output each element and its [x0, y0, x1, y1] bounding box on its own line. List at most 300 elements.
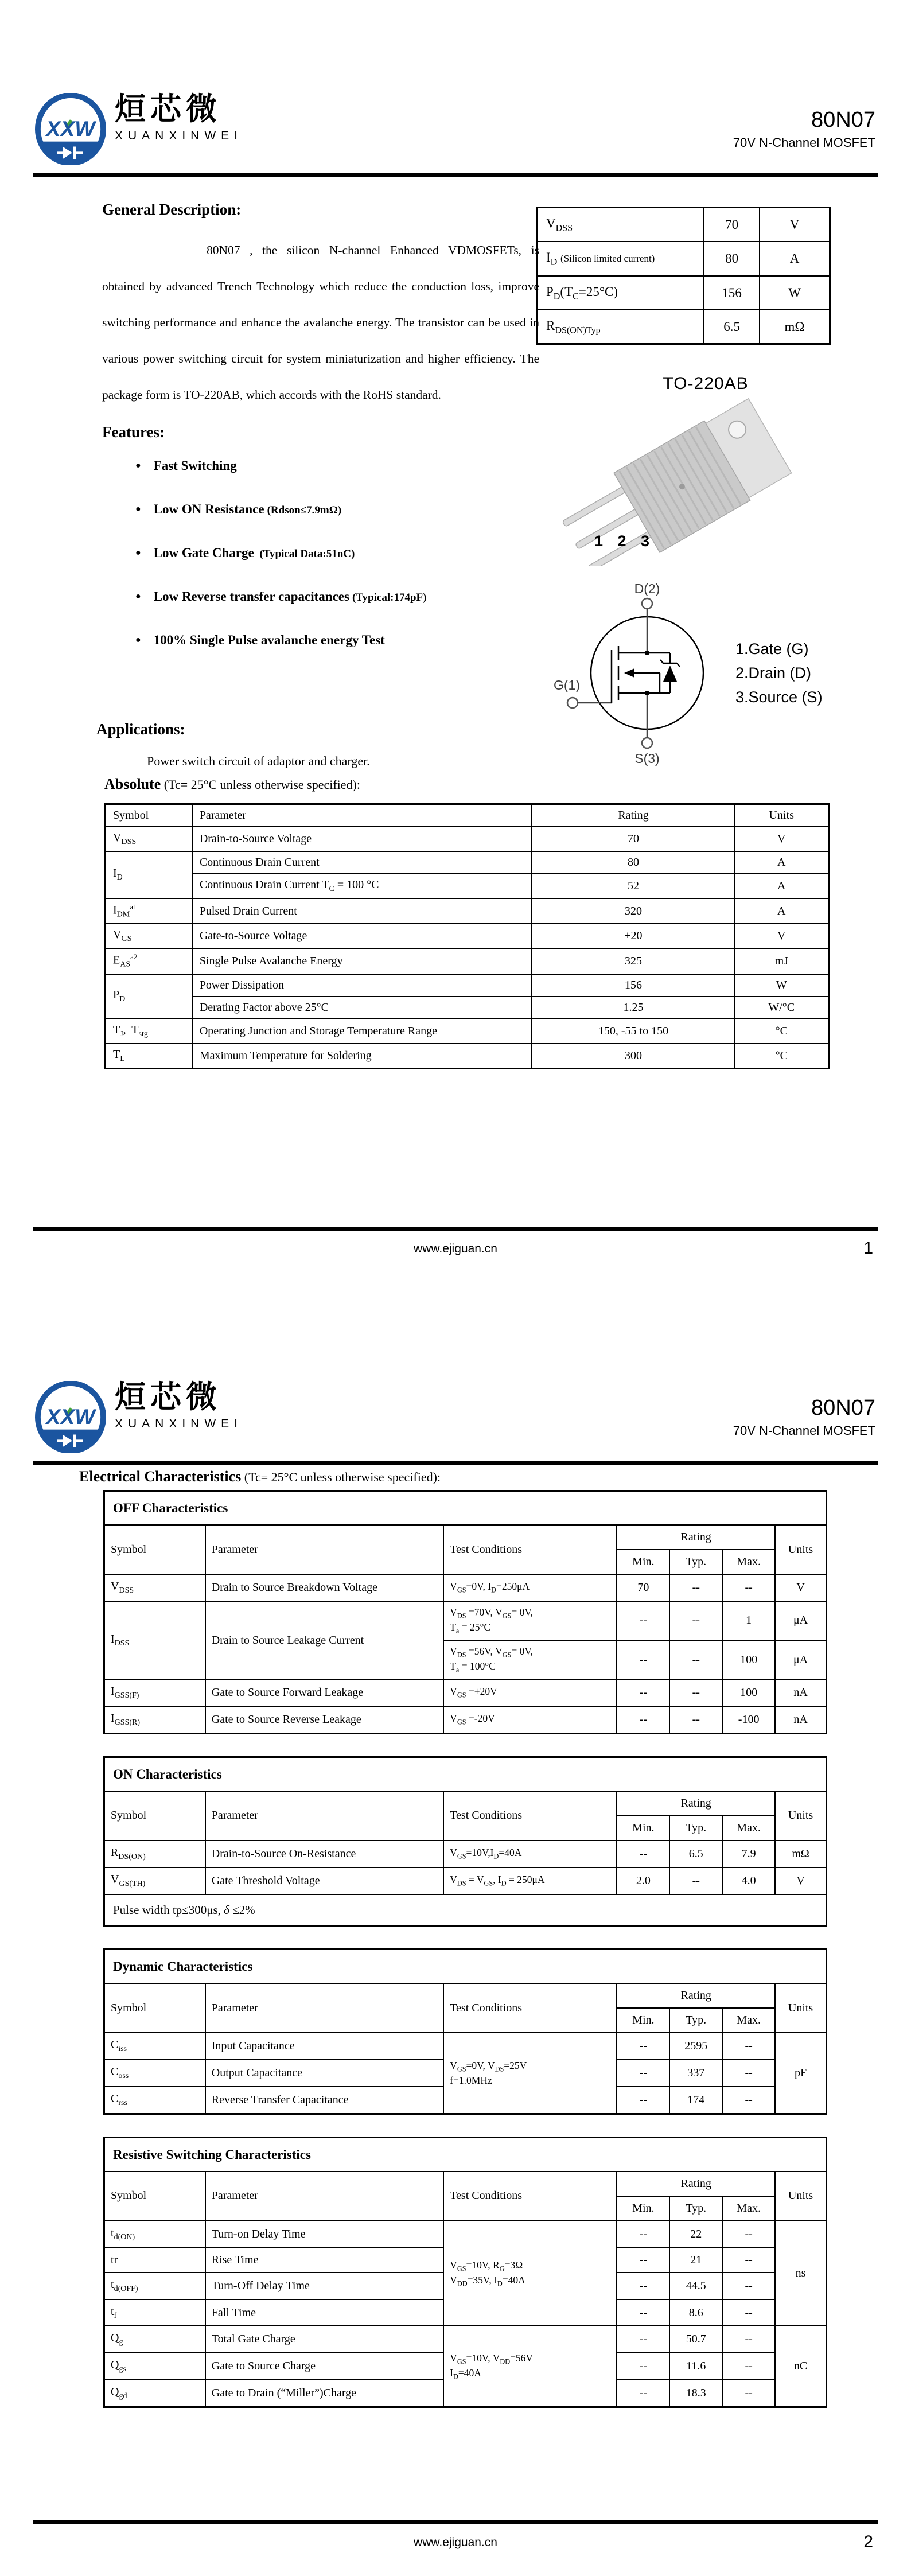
table-cell: Resistive Switching Characteristics	[104, 2137, 827, 2172]
table-cell: 300	[532, 1044, 734, 1068]
table-row	[106, 1044, 829, 1068]
table-cell: Units	[775, 2172, 826, 2221]
dynamic-characteristics	[103, 1948, 827, 2115]
table-cell: A	[735, 874, 829, 898]
table-cell: Rating	[617, 1983, 775, 2008]
table-cell: μA	[775, 1601, 826, 1640]
table-cell: $V_{GS}=0V$, $I_D=250\mu A$	[443, 1574, 617, 1601]
table-cell: 6.5	[669, 1840, 722, 1867]
absolute-title-condition: (Tc= 25°C unless otherwise specified):	[163, 777, 360, 792]
header-part-block	[733, 1397, 875, 1437]
table-cell: --	[722, 2299, 775, 2326]
table-row	[106, 804, 829, 827]
table-cell: Gate to Source Charge	[205, 2353, 443, 2380]
table-cell: Typ.	[669, 1550, 722, 1574]
logo-text	[115, 93, 243, 143]
table-cell: 156	[704, 276, 760, 310]
mosfet-symbol	[532, 578, 722, 768]
table-row	[106, 898, 829, 924]
table-cell: $V_{DS} =56V$, $V_{GS}= 0V$, $T_a = 100^\circ C$	[443, 1640, 617, 1679]
table-cell: 44.5	[669, 2273, 722, 2299]
bullet-icon: ●	[135, 592, 141, 601]
characteristics-tables	[103, 1490, 827, 2430]
table-cell: V	[735, 827, 829, 851]
table-cell: 7.9	[722, 1840, 775, 1867]
table-cell: Single Pulse Avalanche Energy	[192, 948, 532, 974]
table-cell: Turn-Off Delay Time	[205, 2273, 443, 2299]
table-cell: 156	[532, 974, 734, 997]
table-row	[106, 1019, 829, 1044]
package-pin-numbers: 1 2 3	[594, 532, 655, 550]
table-cell: Pulse width tp≤300μs, δ ≤2%	[104, 1894, 827, 1926]
table-cell: Rating	[617, 2172, 775, 2196]
logo-monogram: XXW	[46, 1404, 95, 1429]
logo-globe-icon	[34, 1381, 107, 1453]
table-cell: Test Conditions	[443, 1983, 617, 2033]
table-cell: 18.3	[669, 2380, 722, 2407]
table-cell: --	[617, 1679, 669, 1706]
table-cell: $V_{DS} =70V$, $V_{GS}= 0V$, $T_a = 25^\circ C$	[443, 1601, 617, 1640]
mosfet-arrow	[624, 668, 634, 678]
table-cell: Parameter	[205, 2172, 443, 2221]
table-cell: --	[617, 2060, 669, 2087]
table-cell: A	[735, 851, 829, 874]
table-cell: V	[775, 1867, 826, 1894]
table-cell: Continuous Drain Current	[192, 851, 532, 874]
table-cell: $V_{GS} =-20V$	[443, 1706, 617, 1733]
pin-legend	[735, 634, 823, 713]
table-cell: 6.5	[704, 310, 760, 344]
absolute-maximum-ratings	[104, 803, 830, 1069]
table-cell: Max.	[722, 1816, 775, 1840]
table-cell: Maximum Temperature for Soldering	[192, 1044, 532, 1068]
table-cell: Turn-on Delay Time	[205, 2221, 443, 2248]
table-cell: 11.6	[669, 2353, 722, 2380]
table-cell: --	[617, 2273, 669, 2299]
table-cell: --	[669, 1574, 722, 1601]
logo-latin-name: XUANXINWEI	[115, 1417, 243, 1430]
table-cell: Test Conditions	[443, 1791, 617, 1840]
table-cell: 1	[722, 1601, 775, 1640]
table-cell: 21	[669, 2248, 722, 2273]
table-cell: Symbol	[106, 804, 192, 827]
resistive-switching-characteristics	[103, 2137, 827, 2408]
table-cell: --	[617, 1840, 669, 1867]
table-row	[106, 948, 829, 974]
feature-item	[135, 633, 539, 648]
table-cell: 325	[532, 948, 734, 974]
table-cell: Fall Time	[205, 2299, 443, 2326]
off-characteristics-table	[103, 1490, 827, 1734]
table-cell: Dynamic Characteristics	[104, 1949, 827, 1984]
table-cell: Reverse Transfer Capacitance	[205, 2087, 443, 2114]
table-cell: 22	[669, 2221, 722, 2248]
table-cell: nA	[775, 1706, 826, 1733]
dynamic-characteristics-table	[103, 1948, 827, 2115]
table-cell: --	[617, 2326, 669, 2353]
part-number: 80N07	[811, 108, 875, 132]
table-row	[106, 924, 829, 948]
table-cell: --	[722, 2060, 775, 2087]
table-cell: --	[669, 1640, 722, 1679]
package-section	[545, 374, 866, 569]
table-cell: Max.	[722, 2008, 775, 2033]
table-cell: Parameter	[192, 804, 532, 827]
table-cell: Rise Time	[205, 2248, 443, 2273]
table-cell: $V_{GS} =+20V$	[443, 1679, 617, 1706]
table-cell: 4.0	[722, 1867, 775, 1894]
body-diode-icon	[663, 666, 677, 682]
table-cell: tr	[104, 2248, 205, 2273]
table-cell: Symbol	[104, 1983, 205, 2033]
table-cell: Operating Junction and Storage Temperature Range	[192, 1019, 532, 1044]
table-row	[104, 1574, 827, 1601]
page-number: 1	[863, 1239, 873, 1258]
table-cell: $V_{GS}=10V,I_D=40A$	[443, 1840, 617, 1867]
table-cell: 70	[532, 827, 734, 851]
table-cell: $V_{GS(TH)}$	[104, 1867, 205, 1894]
table-cell: A	[735, 898, 829, 924]
table-cell: --	[617, 2087, 669, 2114]
table-cell: $I_{DM}^{a1}$	[106, 898, 192, 924]
table-cell: $t_{d(OFF)}$	[104, 2273, 205, 2299]
absolute-maximum-ratings-table	[104, 803, 830, 1069]
table-cell: --	[617, 1640, 669, 1679]
table-cell: 150, -55 to 150	[532, 1019, 734, 1044]
table-cell: Max.	[722, 2196, 775, 2221]
footer-website: www.ejiguan.cn	[414, 2536, 497, 2549]
feature-note: (Rdson≤7.9mΩ)	[267, 504, 342, 516]
logo-chinese-name: 烜芯微	[115, 92, 221, 126]
package-image	[545, 394, 866, 566]
table-row	[104, 1791, 827, 1816]
table-row	[106, 997, 829, 1019]
part-number: 80N07	[811, 1396, 875, 1420]
table-cell: $V_{DSS}$	[104, 1574, 205, 1601]
table-cell: °C	[735, 1019, 829, 1044]
table-row	[104, 2137, 827, 2172]
table-cell: --	[722, 2221, 775, 2248]
part-subtitle: 70V N-Channel MOSFET	[733, 1423, 875, 1438]
bullet-icon: ●	[135, 548, 141, 558]
table-cell: --	[722, 2087, 775, 2114]
table-cell: Min.	[617, 1550, 669, 1574]
table-cell: $T_L$	[106, 1044, 192, 1068]
table-cell: --	[669, 1867, 722, 1894]
table-cell: Parameter	[205, 1983, 443, 2033]
table-cell: Continuous Drain Current $T_C = 100$ °C	[192, 874, 532, 898]
off-characteristics	[103, 1490, 827, 1734]
table-cell: 100	[722, 1679, 775, 1706]
table-row	[104, 1757, 827, 1791]
table-cell: --	[617, 2353, 669, 2380]
table-cell: $V_{GS}=0V$, $V_{DS}=25V$ f=1.0MHz	[443, 2033, 617, 2114]
table-row	[538, 242, 830, 275]
table-cell: °C	[735, 1044, 829, 1068]
table-cell: --	[722, 2353, 775, 2380]
electrical-characteristics-title	[79, 1468, 441, 1485]
table-cell: Gate to Source Forward Leakage	[205, 1679, 443, 1706]
table-cell: --	[722, 2273, 775, 2299]
source-pin-label: S(3)	[634, 751, 660, 766]
table-cell: 320	[532, 898, 734, 924]
table-cell: OFF Characteristics	[104, 1491, 827, 1526]
general-description-section	[102, 201, 539, 676]
pin-legend-drain: 2.Drain (D)	[735, 664, 812, 682]
table-cell: Symbol	[104, 2172, 205, 2221]
table-cell: nC	[775, 2326, 826, 2407]
table-cell: $I_{GSS(R)}$	[104, 1706, 205, 1733]
table-cell: mΩ	[775, 1840, 826, 1867]
table-cell: Symbol	[104, 1525, 205, 1574]
table-cell: A	[760, 242, 830, 275]
table-row	[104, 2326, 827, 2353]
table-cell: Units	[735, 804, 829, 827]
key-parameters-table	[536, 207, 831, 345]
table-cell: Rating	[617, 1525, 775, 1550]
table-cell: Typ.	[669, 2196, 722, 2221]
table-cell: ±20	[532, 924, 734, 948]
table-cell: Parameter	[205, 1525, 443, 1574]
logo-chinese-name: 烜芯微	[115, 1380, 221, 1414]
page-number: 2	[863, 2532, 873, 2551]
table-row	[104, 2172, 827, 2196]
table-cell: $I_{GSS(F)}$	[104, 1679, 205, 1706]
table-cell: $C_{rss}$	[104, 2087, 205, 2114]
table-cell: Min.	[617, 1816, 669, 1840]
applications-title: Applications:	[96, 721, 185, 738]
part-subtitle: 70V N-Channel MOSFET	[733, 135, 875, 150]
pin-legend-gate: 1.Gate (G)	[735, 640, 809, 657]
features-title: Features:	[102, 423, 165, 441]
table-cell: 8.6	[669, 2299, 722, 2326]
applications-section	[96, 721, 370, 769]
general-description-text: 80N07 , the silicon N-channel Enhanced VDMOSFETs, is obtained by advanced Trench Technology which reduce the conduction loss, improve switching performance and enhance the avalanche energy. The transistor can be used in various power switching circuit for system miniaturization and higher efficiency. The package form is TO-220AB, which accords with the RoHS standard.	[102, 243, 539, 402]
table-row	[538, 310, 830, 344]
table-cell: $Q_{gs}$	[104, 2353, 205, 2380]
table-cell: Units	[775, 1791, 826, 1840]
table-cell: Typ.	[669, 1816, 722, 1840]
table-cell: 70	[704, 208, 760, 242]
on-characteristics-table	[103, 1756, 827, 1927]
table-cell: ON Characteristics	[104, 1757, 827, 1791]
table-cell: 174	[669, 2087, 722, 2114]
table-cell: --	[669, 1706, 722, 1733]
table-cell: Gate to Source Reverse Leakage	[205, 1706, 443, 1733]
table-cell: Units	[775, 1983, 826, 2033]
table-cell: $t_f$	[104, 2299, 205, 2326]
features-list	[135, 458, 539, 648]
table-cell: --	[722, 2380, 775, 2407]
table-cell: Typ.	[669, 2008, 722, 2033]
gate-pin-label: G(1)	[554, 678, 580, 692]
table-row	[106, 874, 829, 898]
absolute-ratings-title	[104, 776, 360, 793]
bullet-icon: ●	[135, 504, 141, 514]
table-row	[106, 851, 829, 874]
table-cell: --	[722, 2248, 775, 2273]
feature-item	[135, 589, 539, 604]
table-cell: $C_{iss}$	[104, 2033, 205, 2060]
table-cell: Test Conditions	[443, 2172, 617, 2221]
pin-configuration-section	[532, 578, 877, 768]
table-cell: Symbol	[104, 1791, 205, 1840]
table-cell: --	[617, 2221, 669, 2248]
drain-pin-label: D(2)	[634, 581, 660, 596]
table-cell: $V_{GS}=10V$, $R_G=3\Omega$ $V_{DD}=35V$, $I_D=40A$	[443, 2221, 617, 2326]
feature-text: Fast Switching	[153, 458, 237, 473]
table-row	[104, 1491, 827, 1526]
feature-item	[135, 546, 539, 561]
table-cell: 1.25	[532, 997, 734, 1019]
table-cell: Min.	[617, 2196, 669, 2221]
table-cell: 337	[669, 2060, 722, 2087]
table-cell: $R_{DS(ON)}$	[104, 1840, 205, 1867]
table-cell: mJ	[735, 948, 829, 974]
table-cell: Drain-to-Source Voltage	[192, 827, 532, 851]
table-row	[104, 2221, 827, 2248]
table-cell: V	[775, 1574, 826, 1601]
table-cell: --	[617, 1706, 669, 1733]
table-cell: Max.	[722, 1550, 775, 1574]
feature-item	[135, 502, 539, 517]
table-cell: Units	[775, 1525, 826, 1574]
table-cell: 80	[532, 851, 734, 874]
table-cell: Rating	[617, 1791, 775, 1816]
logo-globe-icon	[34, 93, 107, 165]
table-cell: --	[669, 1601, 722, 1640]
table-cell: pF	[775, 2033, 826, 2114]
table-row	[104, 1867, 827, 1894]
table-cell: --	[722, 1574, 775, 1601]
table-cell: $C_{oss}$	[104, 2060, 205, 2087]
table-cell: nA	[775, 1679, 826, 1706]
table-cell: $V_{DS} = V_{GS}$, $I_D = 250\mu A$	[443, 1867, 617, 1894]
table-cell: Rating	[532, 804, 734, 827]
table-cell: Parameter	[205, 1791, 443, 1840]
bullet-icon: ●	[135, 461, 141, 470]
table-cell: $I_D$ (Silicon limited current)	[538, 242, 704, 275]
table-cell: Power Dissipation	[192, 974, 532, 997]
table-row	[104, 1840, 827, 1867]
table-cell: --	[617, 2033, 669, 2060]
table-cell: Drain to Source Breakdown Voltage	[205, 1574, 443, 1601]
table-cell: V	[735, 924, 829, 948]
feature-text: Low ON Resistance	[153, 502, 264, 516]
table-cell: 50.7	[669, 2326, 722, 2353]
table-cell: Drain-to-Source On-Resistance	[205, 1840, 443, 1867]
table-cell: ns	[775, 2221, 826, 2326]
feature-note: (Typical:174pF)	[352, 592, 427, 604]
logo-latin-name: XUANXINWEI	[115, 129, 243, 142]
table-cell: 2595	[669, 2033, 722, 2060]
table-cell: μA	[775, 1640, 826, 1679]
table-cell: $I_D$	[106, 851, 192, 898]
table-cell: $I_{DSS}$	[104, 1601, 205, 1679]
table-cell: W/°C	[735, 997, 829, 1019]
table-row	[104, 1679, 827, 1706]
page-footer	[33, 2520, 878, 2550]
table-cell: $V_{DSS}$	[106, 827, 192, 851]
table-cell: 80	[704, 242, 760, 275]
table-row	[104, 1949, 827, 1984]
table-cell: --	[722, 2033, 775, 2060]
table-row	[104, 1525, 827, 1550]
table-row	[104, 2033, 827, 2060]
feature-text: Low Reverse transfer capacitances	[153, 589, 349, 604]
table-row	[104, 1983, 827, 2008]
table-cell: 2.0	[617, 1867, 669, 1894]
table-cell: $Q_{gd}$	[104, 2380, 205, 2407]
electrical-title-bold: Electrical Characteristics	[79, 1468, 242, 1485]
table-cell: Pulsed Drain Current	[192, 898, 532, 924]
page-footer	[33, 1227, 878, 1256]
table-cell: $P_D(T_C=25^\circ C)$	[538, 276, 704, 310]
bullet-icon: ●	[135, 635, 141, 645]
table-cell: Derating Factor above 25°C	[192, 997, 532, 1019]
table-cell: $V_{GS}=10V$, $V_{DD}=56V$ $I_D=40A$	[443, 2326, 617, 2407]
table-cell: Gate Threshold Voltage	[205, 1867, 443, 1894]
applications-text: Power switch circuit of adaptor and charger.	[147, 754, 370, 768]
table-cell: $P_D$	[106, 974, 192, 1019]
table-cell: Input Capacitance	[205, 2033, 443, 2060]
table-cell: -100	[722, 1706, 775, 1733]
feature-text: Low Gate Charge	[153, 546, 254, 560]
footer-website: www.ejiguan.cn	[414, 1242, 497, 1255]
pin-legend-source: 3.Source (S)	[735, 688, 823, 706]
feature-item	[135, 458, 539, 473]
electrical-title-condition: (Tc= 25°C unless otherwise specified):	[244, 1470, 441, 1484]
table-cell: $E_{AS}^{a2}$	[106, 948, 192, 974]
table-row	[104, 1601, 827, 1640]
table-cell: $R_{DS(ON)Typ}$	[538, 310, 704, 344]
feature-note: (Typical Data:51nC)	[256, 548, 355, 560]
table-row	[104, 1894, 827, 1926]
table-cell: --	[617, 2380, 669, 2407]
table-row	[538, 208, 830, 242]
company-logo	[34, 1381, 243, 1453]
key-parameters	[536, 207, 831, 345]
header-part-block	[733, 109, 875, 149]
table-cell: V	[760, 208, 830, 242]
table-cell: Drain to Source Leakage Current	[205, 1601, 443, 1679]
absolute-title-bold: Absolute	[104, 776, 161, 792]
table-cell: 70	[617, 1574, 669, 1601]
table-cell: Gate-to-Source Voltage	[192, 924, 532, 948]
table-cell: $T_J$, $T_{stg}$	[106, 1019, 192, 1044]
table-cell: W	[760, 276, 830, 310]
page-2	[0, 1288, 911, 2576]
resistive-switching-characteristics-table	[103, 2137, 827, 2408]
general-description-title: General Description:	[102, 201, 242, 218]
table-cell: --	[617, 2248, 669, 2273]
table-cell: $t_{d(ON)}$	[104, 2221, 205, 2248]
table-cell: $Q_g$	[104, 2326, 205, 2353]
table-cell: Total Gate Charge	[205, 2326, 443, 2353]
footer-rule	[33, 1227, 878, 1231]
table-cell: 52	[532, 874, 734, 898]
table-cell: Test Conditions	[443, 1525, 617, 1574]
table-cell: --	[617, 1601, 669, 1640]
header-rule	[33, 1461, 878, 1465]
company-logo	[34, 93, 243, 165]
table-cell: W	[735, 974, 829, 997]
footer-rule	[33, 2520, 878, 2524]
table-cell: mΩ	[760, 310, 830, 344]
table-row	[104, 1706, 827, 1733]
table-cell: --	[722, 2326, 775, 2353]
table-cell: Gate to Drain (“Miller”)Charge	[205, 2380, 443, 2407]
